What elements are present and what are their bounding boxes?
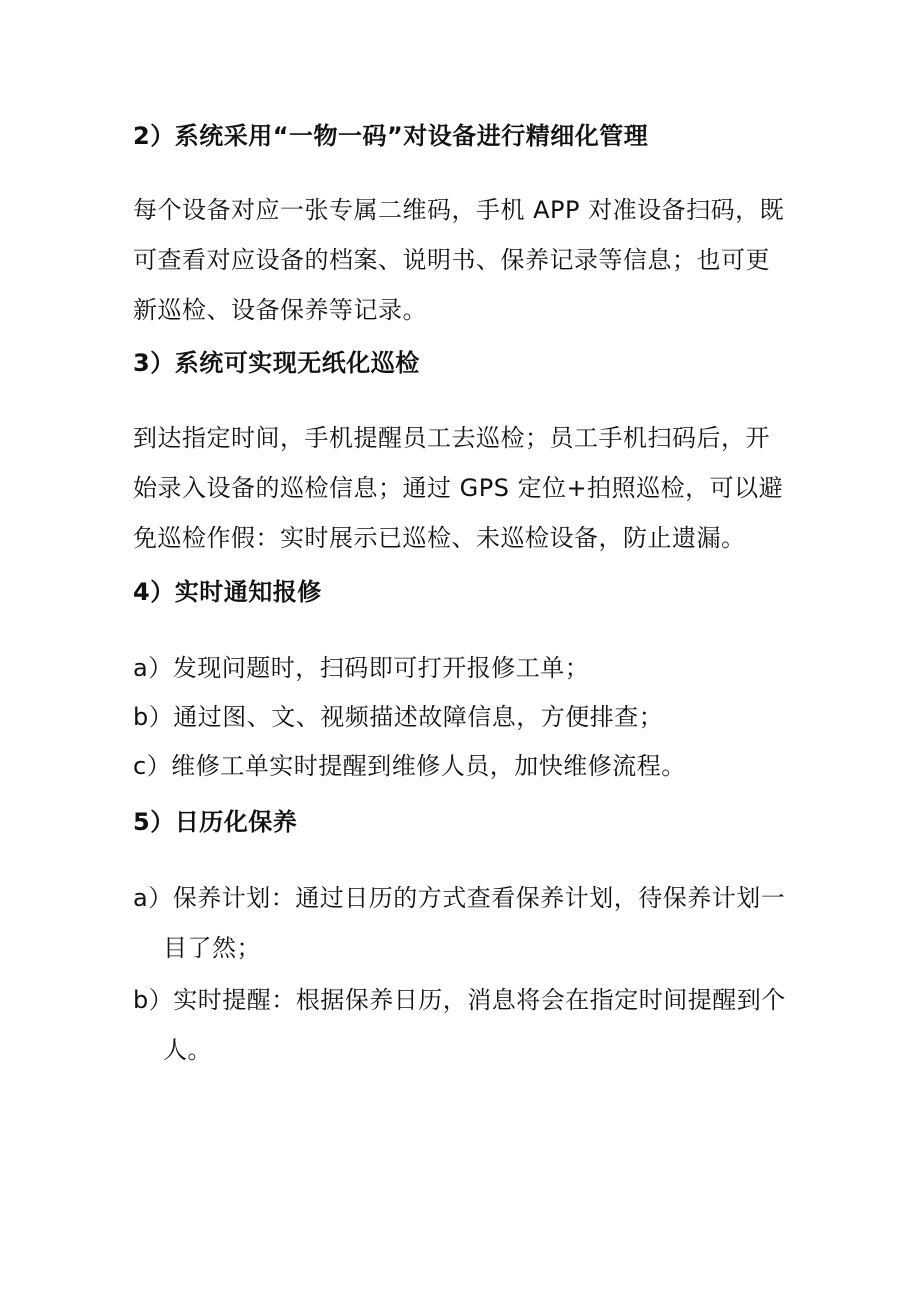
section-heading-3: 3）系统可实现无纸化巡检 bbox=[133, 349, 420, 377]
paragraph-line: 新巡检、设备保养等记录。 bbox=[133, 296, 427, 324]
list-item-continuation: 人。 bbox=[163, 1036, 212, 1064]
list-item: c）维修工单实时提醒到维修人员，加快维修流程。 bbox=[133, 752, 686, 780]
paragraph-line: 到达指定时间，手机提醒员工去巡检；员工手机扫码后，开 bbox=[133, 424, 770, 452]
paragraph-line: 可查看对应设备的档案、说明书、保养记录等信息；也可更 bbox=[133, 246, 770, 274]
paragraph-line: 始录入设备的巡检信息；通过 GPS 定位+拍照巡检，可以避 bbox=[133, 474, 784, 502]
paragraph-line: 免巡检作假：实时展示已巡检、未巡检设备，防止遗漏。 bbox=[133, 524, 746, 552]
list-item bbox=[133, 873, 785, 973]
paragraph-line: 每个设备对应一张专属二维码，手机 APP 对准设备扫码，既 bbox=[133, 196, 785, 224]
section-paragraph-3 bbox=[133, 413, 798, 563]
list-item: a）发现问题时，扫码即可打开报修工单； bbox=[133, 654, 590, 682]
list-item-line: a）保养计划：通过日历的方式查看保养计划，待保养计划一 bbox=[133, 884, 786, 912]
list-item bbox=[133, 975, 786, 1075]
list-item-continuation: 目了然； bbox=[163, 934, 261, 962]
list-item: b）通过图、文、视频描述故障信息，方便排查； bbox=[133, 703, 664, 731]
list-item-line: b）实时提醒：根据保养日历，消息将会在指定时间提醒到个 bbox=[133, 986, 786, 1014]
section-heading-5: 5）日历化保养 bbox=[133, 808, 298, 836]
section-heading-2: 2）系统采用“一物一码”对设备进行精细化管理 bbox=[133, 122, 649, 150]
section-paragraph-2 bbox=[133, 185, 798, 335]
section-heading-4: 4）实时通知报修 bbox=[133, 578, 322, 606]
